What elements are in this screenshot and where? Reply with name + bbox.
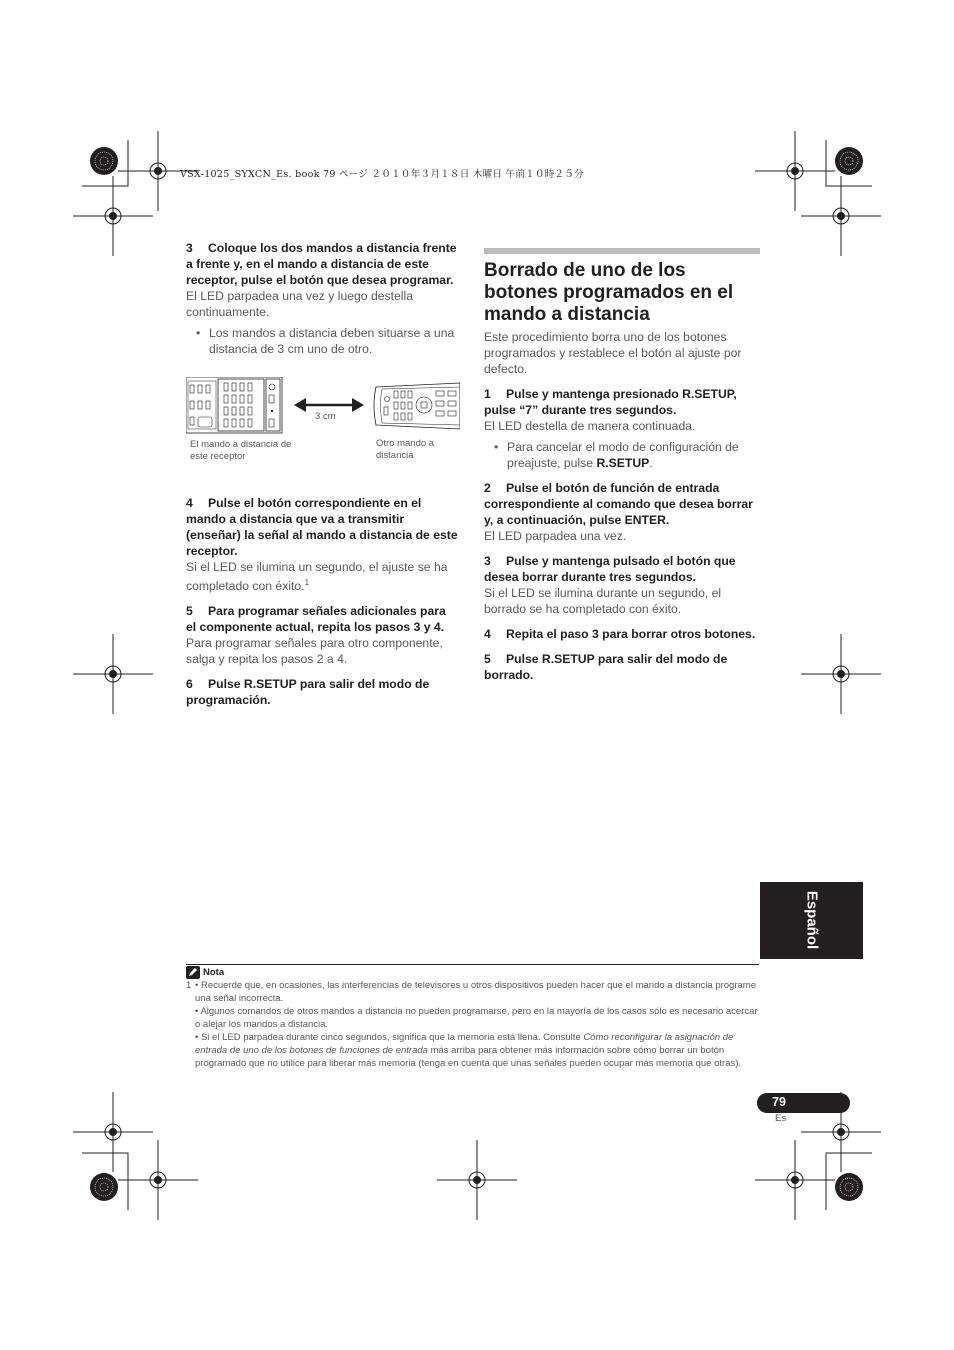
note-pencil-icon xyxy=(186,966,200,979)
registration-rosette-icon xyxy=(835,147,863,175)
distance-label: 3 cm xyxy=(315,411,336,422)
step-5-title: 5 Para programar señales adicionales para el componente actual, repita los pasos 3 y 4. xyxy=(186,604,446,635)
caption-receiver-remote: El mando a distancia de este receptor xyxy=(190,439,292,462)
erase-step-3-title: 3 Pulse y mantenga pulsado el botón que desea borrar durante tres segundos. xyxy=(484,554,736,584)
note-divider xyxy=(186,964,759,965)
note-item: 1 • Recuerde que, en ocasiones, las interferencias de televisores u otros dispositivos pueden hacer que el mando a distancia programe una señal incorrecta. xyxy=(186,980,756,1004)
erase-step-1-body: El LED destella de manera continuada. xyxy=(484,419,696,433)
step-3-body: El LED parpadea una vez y luego destella continuamente. xyxy=(186,289,413,319)
section-intro: Este procedimiento borra uno de los botones programados y restablece el botón al ajuste por defecto. xyxy=(484,330,742,376)
crosshair-mark-icon xyxy=(73,176,153,256)
remote-controls-illustration xyxy=(186,377,460,437)
page-number: 79 xyxy=(772,1095,786,1109)
erase-step-1-bullet: • Para cancelar el modo de configuración de preajuste, pulse R.SETUP. xyxy=(484,439,760,471)
crosshair-mark-icon xyxy=(437,1140,517,1220)
crosshair-mark-icon xyxy=(755,131,835,211)
crosshair-mark-icon xyxy=(118,1140,198,1220)
crosshair-mark-icon xyxy=(755,1140,835,1220)
footnote-ref: 1 xyxy=(304,578,310,587)
crosshair-mark-icon xyxy=(73,1092,153,1172)
note-header xyxy=(186,966,224,979)
erase-step-1-title: 1 Pulse y mantenga presionado R.SETUP, pulse “7” durante tres segundos. xyxy=(484,387,737,417)
step-3-title: 3 Coloque los dos mandos a distancia frente a frente y, en el mando a distancia de este receptor, pulse el botón que desea programar. xyxy=(186,241,457,287)
crosshair-mark-icon xyxy=(73,634,153,714)
step-4-title: 4 Pulse el botón correspondiente en el mando a distancia que va a transmitir (enseñar) la señal al mando a distancia de este receptor. xyxy=(186,496,458,558)
right-column xyxy=(484,248,760,683)
registration-rosette-icon xyxy=(90,1173,118,1201)
crosshair-mark-icon xyxy=(801,176,881,256)
crosshair-mark-icon xyxy=(801,634,881,714)
note-item: • Si el LED parpadea durante cinco segundos, significa que la memoria está llena. Consulte Cómo reconfigurar la asignación de entrada de uno de los botones de funciones de entrada más arriba para obtener más información sobre cómo borrar un botón programado que no utilice para liberar más memoria (tenga en cuenta que unas señales pueden ocupar más memoria que otras). xyxy=(195,1032,742,1069)
section-heading: Borrado de uno de los botones programados en el mando a distancia xyxy=(484,260,734,325)
language-side-tab xyxy=(760,882,863,959)
page-language-code: Es xyxy=(775,1113,787,1124)
double-arrow-icon xyxy=(294,398,364,412)
erase-step-3-body: Si el LED se ilumina durante un segundo, el borrado se ha completado con éxito. xyxy=(484,586,722,616)
other-remote-icon xyxy=(374,383,460,429)
language-tab-label: Español xyxy=(803,890,821,950)
bullet-icon: • xyxy=(494,440,499,454)
step-6-title: 6 Pulse R.SETUP para salir del modo de programación. xyxy=(186,677,430,708)
erase-step-4-title: 4 Repita el paso 3 para borrar otros botones. xyxy=(484,627,756,641)
page-number-badge xyxy=(757,1093,850,1113)
receiver-remote-icon xyxy=(186,377,282,433)
remote-distance-figure xyxy=(186,377,460,475)
caption-other-remote: Otro mando a distancia xyxy=(376,438,435,461)
step-4-body: Si el LED se ilumina un segundo, el ajuste se ha completado con éxito.$^1$ xyxy=(186,560,448,594)
erase-step-2-body: El LED parpadea una vez. xyxy=(484,529,627,543)
step-3-bullet: • Los mandos a distancia deben situarse a una distancia de 3 cm uno de otro. xyxy=(186,325,458,357)
print-header-slug: VSX-1025_SYXCN_Es. book 79 ページ ２０１０年３月１８日 木曜日 午前１０時２５分 xyxy=(180,169,584,180)
registration-rosette-icon xyxy=(90,147,118,175)
bullet-icon: • xyxy=(196,326,201,340)
erase-step-2-title: 2 Pulse el botón de función de entrada correspondiente al comando que desea borrar y, a continuación, pulse ENTER. xyxy=(484,481,753,527)
note-item: • Algunos comandos de otros mandos a distancia no pueden programarse, pero en la mayoría de los casos sólo es necesario acercar o alejar los mandos a distancia. xyxy=(195,1006,758,1030)
step-5-body: Para programar señales para otro componente, salga y repita los pasos 2 a 4. xyxy=(186,636,443,667)
erase-step-5-title: 5 Pulse R.SETUP para salir del modo de borrado. xyxy=(484,652,728,682)
registration-rosette-icon xyxy=(835,1173,863,1201)
note-body xyxy=(186,979,760,1070)
left-column xyxy=(186,240,458,708)
note-title: Nota xyxy=(203,967,225,978)
section-divider-bar xyxy=(484,248,760,254)
